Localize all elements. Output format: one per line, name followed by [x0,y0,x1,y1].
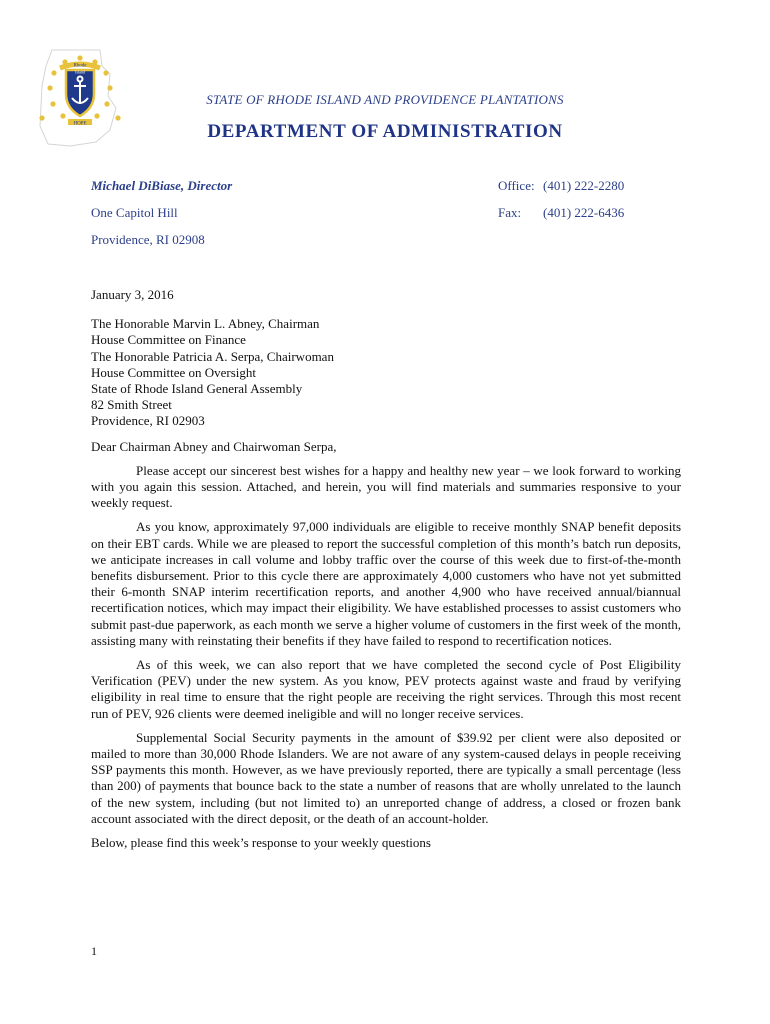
svg-text:Rhode: Rhode [73,63,87,69]
recipient-line: House Committee on Oversight [91,364,257,380]
svg-text:Island: Island [75,69,85,75]
letter-date: January 3, 2016 [91,287,174,302]
letter-body [91,287,681,851]
fax-phone: (401) 222-6436 [543,205,625,220]
recipient-line: The Honorable Patricia A. Serpa, Chairwoman [91,348,334,364]
paragraph: As of this week, we can also report that we have completed the second cycle of Post Eligibility Verification (PEV) under the new system. As you know, PEV protects against waste and fraud by verifying eligibility in real time to ensure that the right people are receiving the right services. Through this most recent run of PEV, 926 clients were deemed ineligible and will no longer receive services. [91,657,681,721]
recipient-line: The Honorable Marvin L. Abney, Chairman [91,316,320,332]
address-line-2: Providence, RI 02908 [91,232,205,247]
paragraph: Supplemental Social Security payments in the amount of $39.92 per client were also deposited or mailed to more than 30,000 Rhode Islanders. We are not aware of any system-caused delays in people receiving SSP payments this month. However, as we have previously reported, there are typically a small percentage (less than 200) of payments that bounce back to the state a number of reasons that are wholly unrelated to the launch of the new system, including (but not limited to) an unreported change of address, a closed or frozen bank account associated with the direct deposit, or the death of an account-holder. [91,729,681,826]
address-line-1: One Capitol Hill [91,205,178,220]
director-name: Michael DiBiase, Director [91,178,233,193]
recipient-line: Providence, RI 02903 [91,413,205,429]
paragraph: Please accept our sincerest best wishes for a happy and healthy new year – we look forward to working with you again this session. Attached, and herein, you will find materials and summaries responsive to your weekly request. [91,462,681,511]
office-label: Office: [498,178,535,193]
letterhead-contact [91,178,232,259]
svg-text:HOPE: HOPE [73,121,87,127]
recipient-line: 82 Smith Street [91,397,172,413]
letterhead-phones [498,178,624,232]
page-number: 1 [91,944,97,958]
paragraph: As you know, approximately 97,000 individuals are eligible to receive monthly SNAP benefit deposits on their EBT cards. While we are pleased to report the successful completion of this month’s batch run deposits, we anticipate increases in call volume and lobby traffic over the course of this week due to first-of-the-month benefits disbursement. Prior to this cycle there are approximately 4,000 customers who have not yet submitted their 6-month SNAP interim recertification reports, and another 4,900 who have received annual/biannual recertification notices, which may impact their eligibility. We have established processes to assist customers who submit past-due paperwork, as each month we serve a higher volume of customers in the first week of the month, assisting many with reinstating their benefits if they have failed to respond to recertification notices. [91,519,681,648]
state-name: STATE OF RHODE ISLAND AND PROVIDENCE PLANTATIONS [206,92,564,107]
office-row [498,178,624,205]
recipient-line: State of Rhode Island General Assembly [91,381,303,397]
closing-line: Below, please find this week’s response to your weekly questions [91,835,431,851]
recipient-line: House Committee on Finance [91,332,246,348]
salutation: Dear Chairman Abney and Chairwoman Serpa, [91,438,337,454]
recipient-address [91,316,681,429]
fax-row [498,205,624,232]
office-phone: (401) 222-2280 [543,178,625,193]
department-title: DEPARTMENT OF ADMINISTRATION [207,121,563,142]
fax-label: Fax: [498,205,522,220]
